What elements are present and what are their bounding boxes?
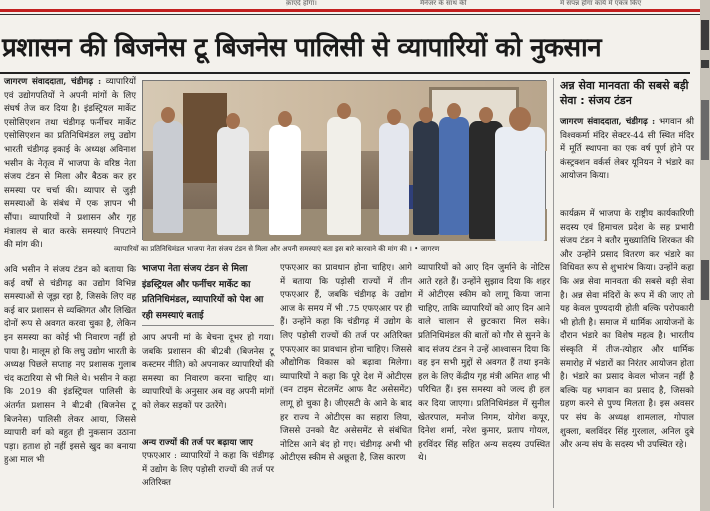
photo-person	[327, 117, 361, 235]
col1-paragraph-2: अवि भसीन ने संजय टंडन को बताया कि कई वर्षों से चंडीगढ़ का उद्योग विभिन्न समस्याओं से जूझ रहा है, जिसके लिए वह कई बार प्रशासन से व्यक्तिगत और लिखित दोनों रूप से अवगत करवा चुका है, लेकिन इन समस्या का कोई भी निवारण नहीं हो पाया है। मालूम हो कि लघु उद्योग भारती के अध्यक्ष पिछले सप्ताह नए प्रशासक गुलाब चंद कटारिया से भी मिले थे। भसीन ने कहा कि 2019 की इंडस्ट्रियल पालिसी के अंतर्गत प्रशासन ने बी2बी (बिजनेस टू बिजनेस) पालिसी लेकर आया, जिससे व्यापारी वर्ग को बहुत ही नुकसान उठाना पड़ा। हताश हो नहीं इससे खुद का बनाया हुआ माल भी	[4, 265, 139, 466]
article-col-1-bottom	[4, 264, 139, 508]
article-col-2-bottom	[142, 450, 277, 508]
article-col-1-top	[4, 76, 139, 256]
headline-divider	[0, 72, 690, 74]
article-col-4	[418, 262, 553, 508]
photo-person	[269, 125, 301, 235]
red-divider	[0, 9, 700, 12]
side-article-top	[560, 116, 697, 206]
byline: जागरण संवाददाता, चंडीगढ़ :	[4, 77, 102, 87]
photo-person	[217, 127, 249, 235]
col2-paragraph-2: एफएआर : व्यापारियों ने कहा कि चंडीगढ़ में उद्योग के लिए पड़ोसी राज्यों की तर्ज पर अतिरिक्त	[142, 451, 277, 489]
side-byline: जागरण संवाददाता, चंडीगढ़ :	[560, 117, 656, 127]
adjacent-page-edge	[700, 0, 710, 511]
col4-paragraph: व्यापारियों को आए दिन जुर्माने के नोटिस आते रहते हैं। उन्होंने सुझाव दिया कि शहर में ओटीएस स्कीम को लागू किया जाना चाहिए, ताकि व्यापारियों को आए दिन आने वाले चालान से छुटकारा मिल सके। प्रतिनिधिमंडल की बातों को गौर से सुनने के बाद संजय टंडन ने उन्हें आश्वासन दिया कि वह इन सभी मुद्दों से अवगत हैं तथा इनके हल के लिए केंद्रीय गृह मंत्री अमित शाह भी परिचित हैं। इस समस्या को जल्द ही हल कर दिया जाएगा। प्रतिनिधिमंडल में सुनील खेतरपाल, मनोज निगम, योगेश कपूर, दिनेश शर्मा, नरेश कुमार, प्रताप गोयल, हरविंदर सिंह सहित अन्य सदस्य उपस्थित थे।	[418, 263, 553, 464]
side-headline: अन्न सेवा मानवता की सबसे बड़ी सेवा : संजय टंडन	[560, 79, 689, 107]
photo-caption: व्यापारियों का प्रतिनिधिमंडल भाजपा नेता संजय टंडन से मिला और अपनी समस्याएं बता इस बारे कारवाने की मांग की । • जागरण	[114, 245, 440, 253]
col2-paragraph: आप अपनी मां के बेचना दूभर हो गया। जबकि प्रशासन की बी2बी (बिजनेस टू कस्टमर नीति) को अपनाकर व्यापारियों की समस्या का निवारण करना चाहिए था। व्यापारियों के अनुसार अब वह अपनी मांगों को लेकर सड़कों पर उतरेंगे।	[142, 333, 277, 411]
pull-quote: भाजपा नेता संजय टंडन से मिला इंडस्ट्रियल और फर्नीचर मार्केट का प्रतिनिधिमंडल, व्यापारियों को पेश आ रही समस्याएं बताई	[142, 262, 274, 326]
photo-person	[495, 127, 545, 241]
prev-text-mid: मैनेजर के साथ की	[420, 0, 467, 7]
prev-text-right: में संपन्न होगा कार्य में एकत्र किए	[560, 0, 642, 7]
thin-divider	[0, 14, 700, 15]
main-headline: प्रशासन की बिजनेस टू बिजनेस पालिसी से व्यापारियों को नुकसान	[2, 33, 602, 63]
column-divider	[553, 78, 554, 508]
col1-paragraph-1: व्यापारियों एवं उद्योगपतियों ने अपनी मांगों के लिए संघर्ष तेज कर दिया है। इंडस्ट्रियल मार्केट एसोसिएशन तथा चंडीगढ़ फर्नीचर मार्केट एसोसिएशन का प्रतिनिधिमंडल लघु उद्योग भारती चंडीगढ़ इकाई के अध्यक्ष अविनाश भसीन के नेतृत्व में भाजपा के वरिष्ठ नेता संजय टंडन से मिला और बैठक कर हर समस्या पर चर्चा की। व्यापार से जुड़ी समस्याओं के संबंध में एक ज्ञापन भी सौंपा। व्यापारियों ने प्रशासन और गृह मंत्रालय से बात करके समस्याएं निपटाने की मांग की।	[4, 77, 139, 251]
news-photo	[142, 80, 546, 240]
photo-person	[379, 123, 409, 235]
subheading: अन्य राज्यों की तर्ज पर बढ़ाया जाए	[142, 438, 253, 448]
photo-person	[413, 121, 439, 235]
article-col-2	[142, 332, 277, 436]
side-paragraph-2: कार्यक्रम में भाजपा के राष्ट्रीय कार्यकारिणी सदस्य एवं हिमाचल प्रदेश के सह प्रभारी संजय टंडन ने बतौर मुख्यातिथि शिरकत की और उन्होंने प्रसाद वितरण कर भंडारे का विधिवत रूप से शुभारंभ किया। उन्होंने कहा कि अन्न सेवा मानवता की सबसे बड़ी सेवा है। अन्न सेवा मंदिरों के रूप में की जाए तो यह केवल पुण्यदायी होती बल्कि परोपकारी भी होती है। समाज में धार्मिक आयोजनों के दौरान भंडारे का विशेष महत्व है। भारतीय संस्कृति में तीज-त्योहार और धार्मिक समारोह में भंडारों का निरंतर आयोजन होता है। भंडारे का प्रसाद केवल भोजन नहीं है बल्कि यह भगवान का प्रसाद है, जिसको ग्रहण करने से पुण्य मिलता है। इस अवसर पर संघ के अध्यक्ष शामलाल, गोपाल शुक्ला, बलविंदर सिंह गुरलाल, अनिल दुबे और अन्य संघ के सदस्य भी उपस्थित रहे।	[560, 209, 697, 451]
previous-article-strip	[0, 0, 700, 8]
photo-person	[439, 117, 469, 235]
article-col-3	[280, 262, 415, 508]
side-article-bottom	[560, 208, 697, 508]
prev-text-left: क़ाएदे होगा।	[286, 0, 317, 7]
col3-paragraph: एफएआर का प्रावधान होना चाहिए। आगे में बताया कि पड़ोसी राज्यों में तीन एफएआर हैं, जबकि चंडीगढ़ के उद्योग आज के समय में भी .75 एफएआर पर ही हैं। उन्होंने कहा कि चंडीगढ़ में उद्योग के लिए पड़ोसी राज्यों की तर्ज पर अतिरिक्त एफएआर का प्रावधान होना चाहिए। जिससे औद्योगिक विकास को बढ़ावा मिलेगा। व्यापारियों ने कहा कि पूरे देश में ओटीएस (वन टाइम सेटलमेंट आफ वैट असेसमेंट) लागू हो चुका है। जीएसटी के आने के बाद हर राज्य ने ओटीएस का सहारा लिया, जिससे उनको वैट असेसमेंट से संबंधित नोटिस आने बंद हो गए। चंडीगढ़ अभी भी ओटीएस स्कीम से अछूता है, जिस कारण	[280, 263, 415, 464]
side-paragraph-1: भगवान श्री विश्वकर्मा मंदिर सेक्टर-44 सी स्थित मंदिर में मूर्ति स्थापना का एक वर्ष पूर्ण होने पर कंस्ट्रक्शन वर्कर्स लेबर यूनियन ने भंडारे का आयोजन किया।	[560, 117, 697, 182]
photo-person	[153, 121, 183, 233]
